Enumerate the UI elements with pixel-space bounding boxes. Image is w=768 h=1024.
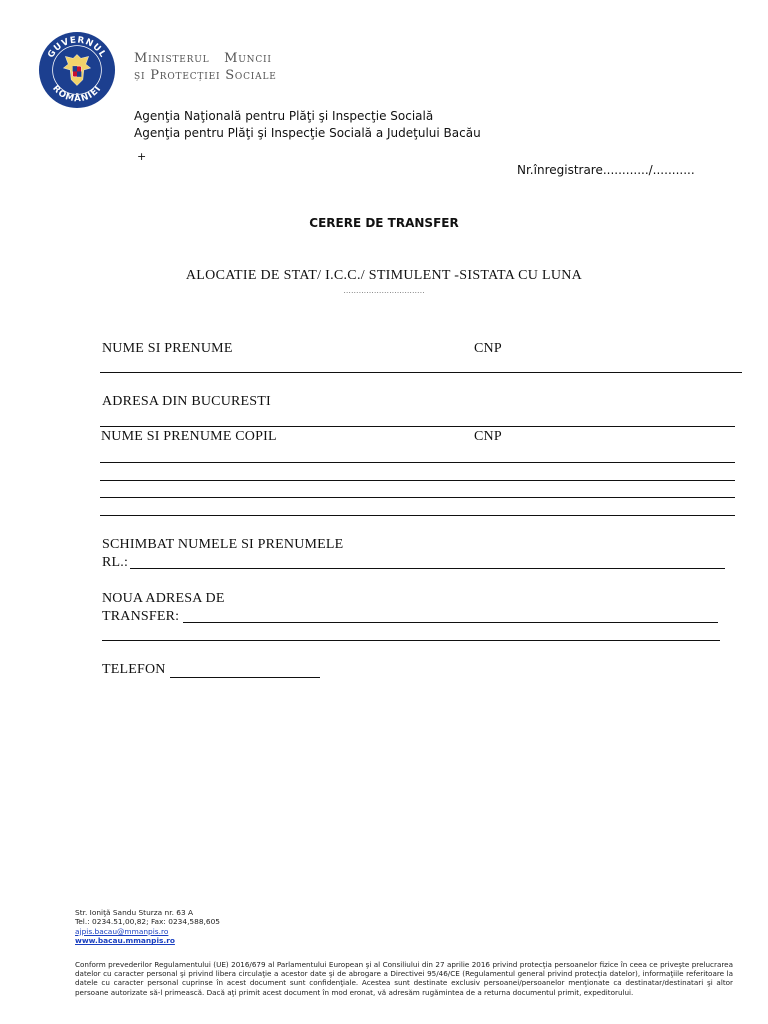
name-cnp-field-line[interactable] xyxy=(100,372,742,373)
rl-field-line[interactable] xyxy=(130,568,725,569)
new-address-field-line-2[interactable] xyxy=(102,640,720,641)
child-field-line-3[interactable] xyxy=(100,497,735,498)
rl-label: RL.: xyxy=(102,555,129,570)
child-cnp-label: CNP xyxy=(474,429,502,444)
footer-email-link[interactable]: ajpis.bacau@mmanpis.ro xyxy=(75,926,169,936)
address-label: ADRESA DIN BUCURESTI xyxy=(102,394,271,409)
document-subtitle: ALOCATIE DE STAT/ I.C.C./ STIMULENT -SISTATA CU LUNA xyxy=(185,268,583,283)
ministry-line-2: și Protecției Sociale xyxy=(134,68,277,83)
registration-number: Nr.înregistrare............/........... xyxy=(517,163,695,177)
agency-national: Agenţia Naţională pentru Plăţi şi Inspecţie Socială xyxy=(134,109,434,123)
seal-bottom-text: ROMÂNIEI xyxy=(50,83,104,105)
seal-top-text: GUVERNUL xyxy=(46,35,108,60)
child-name-label: NUME SI PRENUME COPIL xyxy=(101,429,277,444)
agency-county: Agenţia pentru Plăţi şi Inspecţie Socială a Judeţului Bacău xyxy=(134,126,481,140)
child-field-line-4[interactable] xyxy=(100,515,735,516)
footer-website-link[interactable]: www.bacau.mmanpis.ro xyxy=(75,936,175,946)
changed-name-label: SCHIMBAT NUMELE SI PRENUMELE xyxy=(102,537,344,552)
plus-mark: + xyxy=(137,150,147,163)
child-field-line-1[interactable] xyxy=(100,462,735,463)
footer-phone-fax: Tel.: 0234.51,00,82; Fax: 0234,588,605 xyxy=(75,917,220,927)
ministry-line-1: Ministerul Muncii xyxy=(134,51,272,66)
new-address-label-1: NOUA ADRESA DE xyxy=(102,591,225,606)
gdpr-legal-notice: Conform prevederilor Regulamentului (UE) 2016/679 al Parlamentului European şi al Consiliului din 27 aprilie 2016 privind protecţia persoanelor fizice în ceea ce priveşte prelucrarea datelor cu caracter personal şi privind libera circulaţie a acestor date şi de abrogare a Directivei 95/46/CE (Regulamentul general privind protecţia datelor), informaţiile referitoare la datele cu caracter personal cuprinse în acest document sunt confidenţiale. Acestea sunt destinate exclusiv persoanei/persoanelor menţionate ca destinatar/destinatari şi altor persoane autorizate să-l primească. Dacă aţi primit acest document în mod eronat, vă adresăm rugămintea de a returna documentul primit, expeditorului. xyxy=(75,960,733,997)
government-seal-icon xyxy=(38,31,116,109)
agency-names xyxy=(134,108,481,142)
footer-street: Str. Ioniţă Sandu Sturza nr. 63 A xyxy=(75,908,194,917)
phone-label: TELEFON xyxy=(102,662,166,677)
new-address-label-2: TRANSFER: xyxy=(102,609,180,624)
name-label: NUME SI PRENUME xyxy=(102,341,233,356)
cnp-label: CNP xyxy=(474,341,502,356)
address-field-line[interactable] xyxy=(100,426,735,427)
ministry-name xyxy=(134,50,277,84)
footer-contact xyxy=(75,908,220,946)
document-title: CERERE DE TRANSFER xyxy=(309,216,459,230)
phone-field-line[interactable] xyxy=(170,677,320,678)
new-address-field-line-1[interactable] xyxy=(183,622,718,623)
child-field-line-2[interactable] xyxy=(100,480,735,481)
subtitle-dots: ................................ xyxy=(343,286,425,295)
